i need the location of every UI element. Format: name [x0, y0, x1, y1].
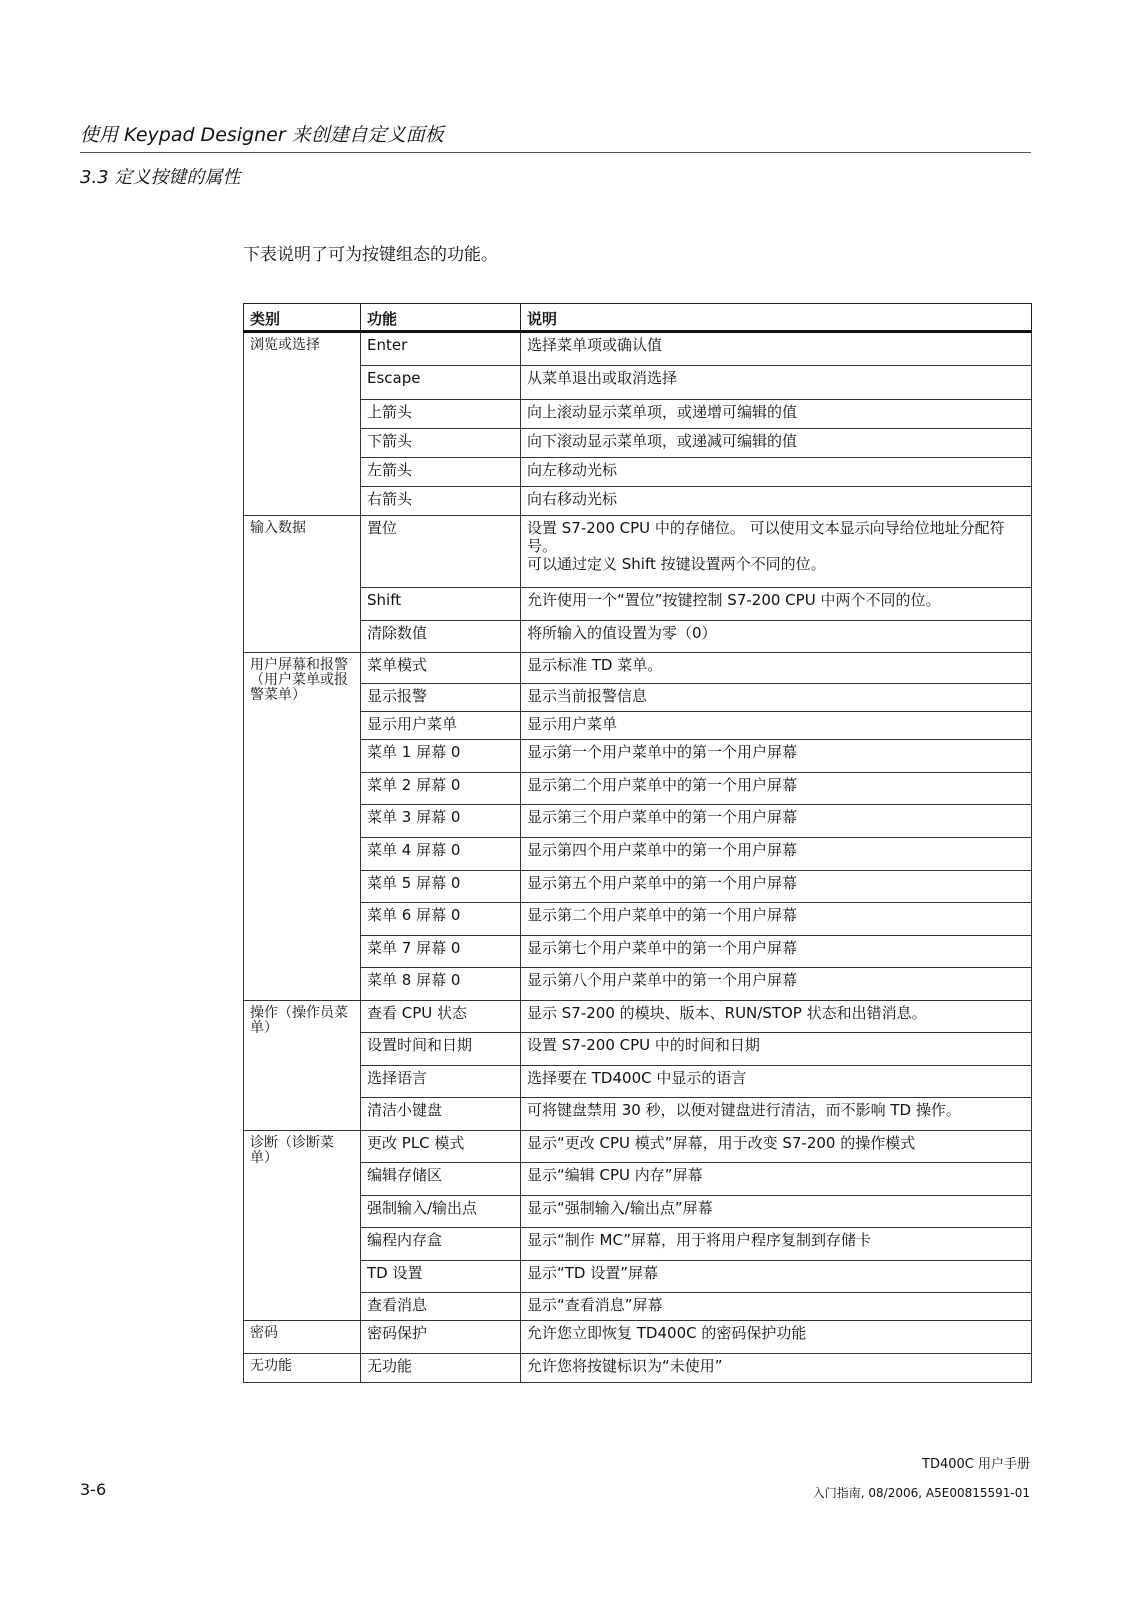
section-title: 3.3 定义按键的属性	[80, 167, 241, 188]
column-header-function: 功能	[361, 304, 521, 332]
description-cell: 向右移动光标	[521, 487, 1032, 516]
table-row	[244, 429, 1032, 458]
table-row	[244, 903, 1032, 936]
description-cell: 显示第二个用户菜单中的第一个用户屏幕	[521, 903, 1032, 936]
description-cell: 显示“制作 MC”屏幕，用于将用户程序复制到存储卡	[521, 1228, 1032, 1261]
table-row	[244, 1293, 1032, 1321]
description-cell: 可将键盘禁用 30 秒，以便对键盘进行清洁，而不影响 TD 操作。	[521, 1098, 1032, 1131]
description-cell: 显示第七个用户菜单中的第一个用户屏幕	[521, 936, 1032, 968]
category-cell: 用户屏幕和报警（用户菜单或报警菜单）	[244, 653, 361, 1001]
description-cell: 显示“更改 CPU 模式”屏幕，用于改变 S7-200 的操作模式	[521, 1131, 1032, 1163]
description-cell: 显示用户菜单	[521, 712, 1032, 740]
chapter-title: 使用 Keypad Designer 来创建自定义面板	[80, 124, 444, 146]
function-cell: 密码保护	[361, 1321, 521, 1354]
function-cell: Shift	[361, 588, 521, 621]
function-cell: 菜单 4 屏幕 0	[361, 838, 521, 871]
table-row	[244, 1354, 1032, 1383]
function-cell: 菜单 3 屏幕 0	[361, 805, 521, 838]
description-cell: 向上滚动显示菜单项，或递增可编辑的值	[521, 400, 1032, 429]
table-row	[244, 1321, 1032, 1354]
description-cell: 向左移动光标	[521, 458, 1032, 487]
category-cell: 操作（操作员菜单）	[244, 1001, 361, 1131]
table-body	[244, 332, 1032, 1383]
table-row	[244, 653, 1032, 684]
table-row	[244, 588, 1032, 621]
table-row	[244, 487, 1032, 516]
function-cell: 编辑存储区	[361, 1163, 521, 1196]
function-cell: 无功能	[361, 1354, 521, 1383]
description-cell: 显示第三个用户菜单中的第一个用户屏幕	[521, 805, 1032, 838]
description-cell: 将所输入的值设置为零（0）	[521, 621, 1032, 653]
function-cell: 菜单 8 屏幕 0	[361, 968, 521, 1001]
description-cell: 显示标准 TD 菜单。	[521, 653, 1032, 684]
function-cell: Escape	[361, 366, 521, 400]
description-cell: 显示第一个用户菜单中的第一个用户屏幕	[521, 740, 1032, 773]
table-row	[244, 332, 1032, 366]
description-cell: 显示 S7-200 的模块、版本、RUN/STOP 状态和出错消息。	[521, 1001, 1032, 1033]
function-cell: 清洁小键盘	[361, 1098, 521, 1131]
table-row	[244, 1196, 1032, 1228]
description-cell: 显示“编辑 CPU 内存”屏幕	[521, 1163, 1032, 1196]
description-cell: 允许您立即恢复 TD400C 的密码保护功能	[521, 1321, 1032, 1354]
table-row	[244, 1001, 1032, 1033]
function-cell: 编程内存盒	[361, 1228, 521, 1261]
description-cell: 显示当前报警信息	[521, 684, 1032, 712]
function-cell: 清除数值	[361, 621, 521, 653]
description-cell: 显示“TD 设置”屏幕	[521, 1261, 1032, 1293]
function-cell: Enter	[361, 332, 521, 366]
category-cell: 输入数据	[244, 516, 361, 653]
description-cell: 显示“强制输入/输出点”屏幕	[521, 1196, 1032, 1228]
description-cell: 允许您将按键标识为“未使用”	[521, 1354, 1032, 1383]
table-row	[244, 1163, 1032, 1196]
function-cell: 菜单 2 屏幕 0	[361, 773, 521, 805]
function-cell: 显示用户菜单	[361, 712, 521, 740]
table-row	[244, 1228, 1032, 1261]
function-cell: 菜单 7 屏幕 0	[361, 936, 521, 968]
table-row	[244, 621, 1032, 653]
function-cell: 显示报警	[361, 684, 521, 712]
table-row	[244, 805, 1032, 838]
category-cell: 浏览或选择	[244, 332, 361, 516]
intro-text: 下表说明了可为按键组态的功能。	[243, 245, 498, 265]
page-number: 3-6	[80, 1480, 107, 1499]
description-cell: 选择菜单项或确认值	[521, 332, 1032, 366]
key-function-table	[243, 303, 1032, 1383]
column-header-category: 类别	[244, 304, 361, 332]
table-row	[244, 968, 1032, 1001]
function-cell: 查看 CPU 状态	[361, 1001, 521, 1033]
table-row	[244, 458, 1032, 487]
table-row	[244, 1261, 1032, 1293]
function-cell: 置位	[361, 516, 521, 588]
function-cell: 菜单 5 屏幕 0	[361, 871, 521, 903]
function-cell: 查看消息	[361, 1293, 521, 1321]
table-row	[244, 1066, 1032, 1098]
table-row	[244, 684, 1032, 712]
function-cell: 强制输入/输出点	[361, 1196, 521, 1228]
function-cell: 菜单 6 屏幕 0	[361, 903, 521, 936]
function-cell: 菜单模式	[361, 653, 521, 684]
function-cell: TD 设置	[361, 1261, 521, 1293]
function-cell: 菜单 1 屏幕 0	[361, 740, 521, 773]
description-cell: 设置 S7-200 CPU 中的存储位。 可以使用文本显示向导给位地址分配符号。 可以通过定义 Shift 按键设置两个不同的位。	[521, 516, 1032, 588]
description-cell: 显示第五个用户菜单中的第一个用户屏幕	[521, 871, 1032, 903]
function-cell: 设置时间和日期	[361, 1033, 521, 1066]
column-header-description: 说明	[521, 304, 1032, 332]
category-cell: 无功能	[244, 1354, 361, 1383]
table-row	[244, 1033, 1032, 1066]
table-row	[244, 1131, 1032, 1163]
description-cell: 显示第四个用户菜单中的第一个用户屏幕	[521, 838, 1032, 871]
function-cell: 更改 PLC 模式	[361, 1131, 521, 1163]
table-header-row	[244, 304, 1032, 332]
table-row	[244, 838, 1032, 871]
description-cell: 显示第二个用户菜单中的第一个用户屏幕	[521, 773, 1032, 805]
header-divider	[80, 152, 1031, 153]
category-cell: 诊断（诊断菜单）	[244, 1131, 361, 1321]
table-row	[244, 712, 1032, 740]
footer-version: 入门指南, 08/2006, A5E00815591-01	[812, 1486, 1030, 1500]
table-row	[244, 400, 1032, 429]
description-cell: 显示第八个用户菜单中的第一个用户屏幕	[521, 968, 1032, 1001]
table-row	[244, 871, 1032, 903]
function-cell: 下箭头	[361, 429, 521, 458]
description-cell: 设置 S7-200 CPU 中的时间和日期	[521, 1033, 1032, 1066]
table-row	[244, 516, 1032, 588]
table-row	[244, 1098, 1032, 1131]
table-row	[244, 936, 1032, 968]
function-cell: 选择语言	[361, 1066, 521, 1098]
description-cell: 允许使用一个“置位”按键控制 S7-200 CPU 中两个不同的位。	[521, 588, 1032, 621]
description-cell: 向下滚动显示菜单项，或递减可编辑的值	[521, 429, 1032, 458]
description-cell: 显示“查看消息”屏幕	[521, 1293, 1032, 1321]
function-cell: 左箭头	[361, 458, 521, 487]
table-row	[244, 773, 1032, 805]
category-cell: 密码	[244, 1321, 361, 1354]
function-cell: 右箭头	[361, 487, 521, 516]
description-cell: 选择要在 TD400C 中显示的语言	[521, 1066, 1032, 1098]
description-cell: 从菜单退出或取消选择	[521, 366, 1032, 400]
function-cell: 上箭头	[361, 400, 521, 429]
table-row	[244, 366, 1032, 400]
table-row	[244, 740, 1032, 773]
footer-manual-title: TD400C 用户手册	[922, 1457, 1030, 1472]
